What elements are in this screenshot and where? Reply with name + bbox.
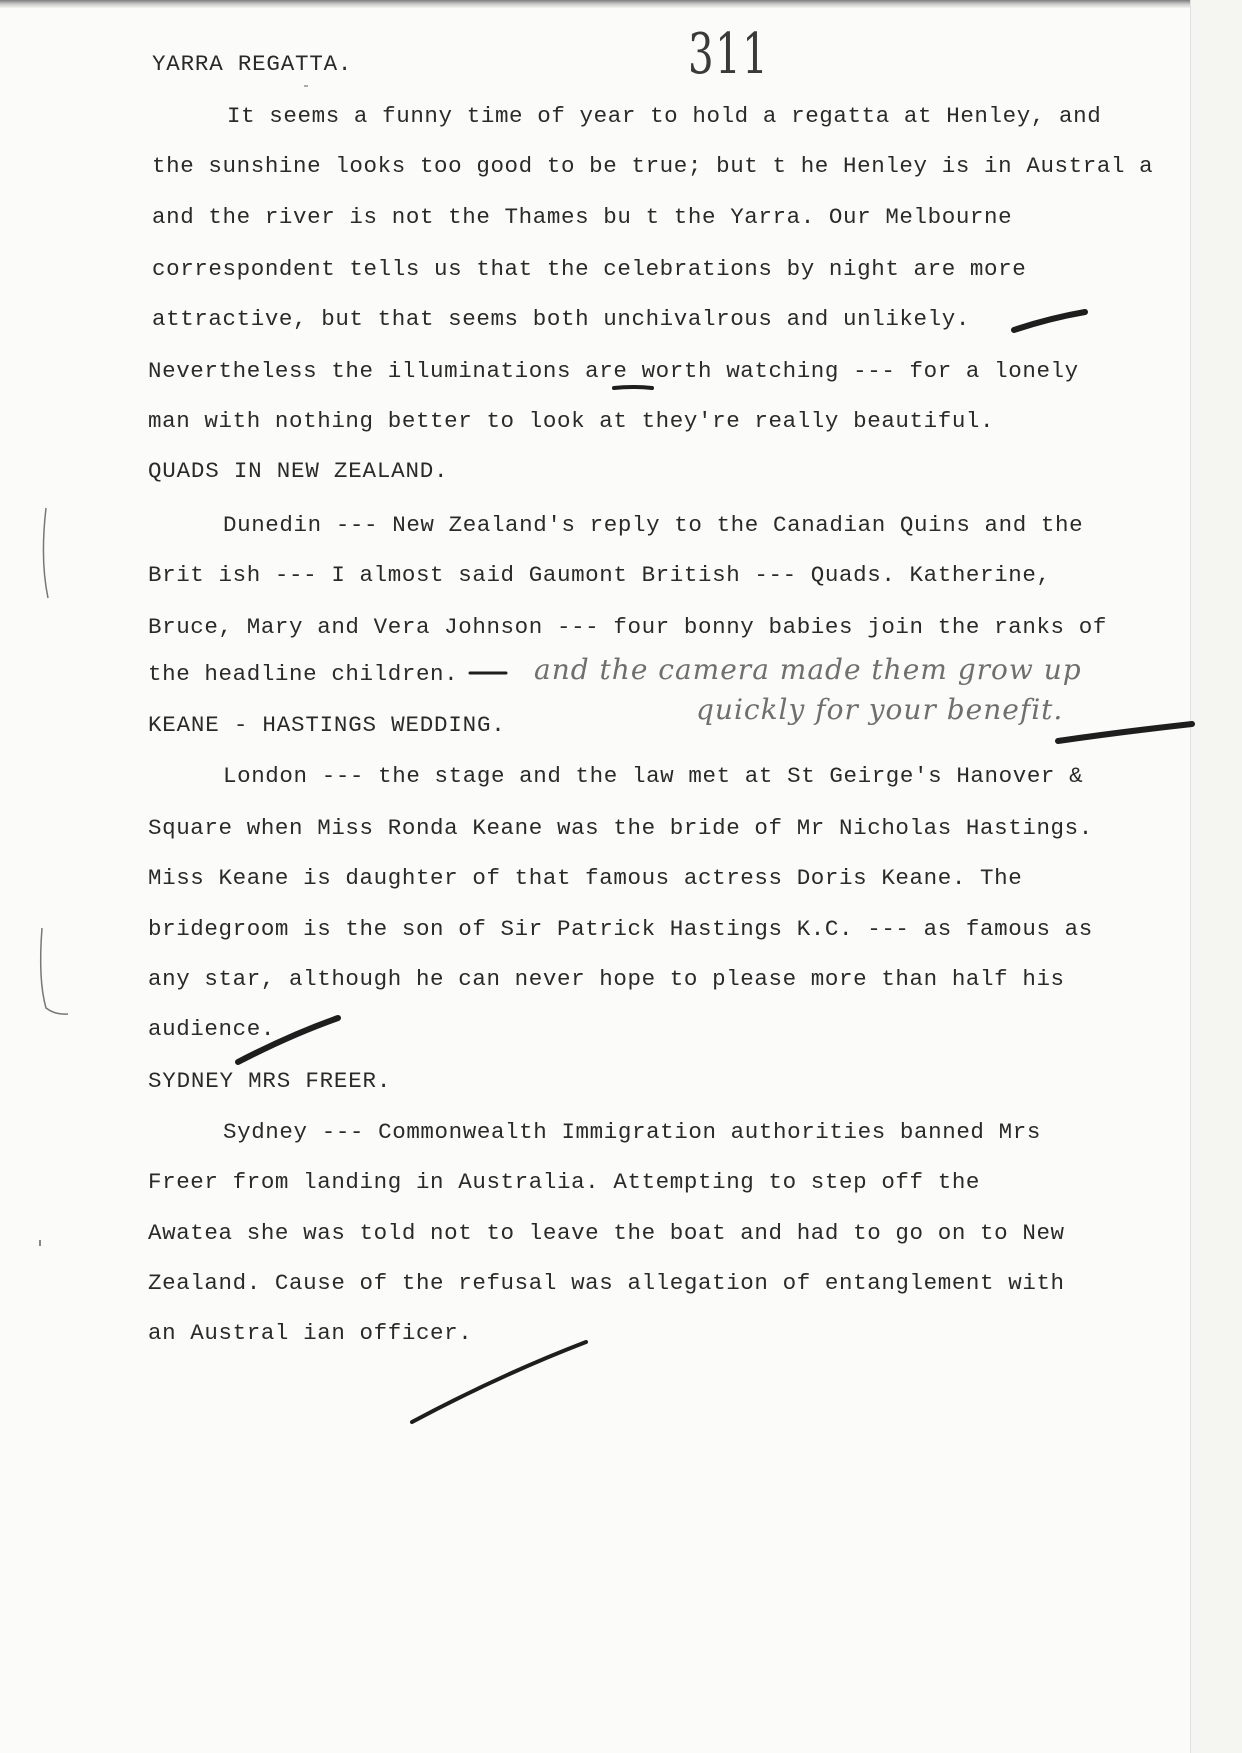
- story-line: the headline children.: [148, 661, 459, 687]
- page-top-edge: [0, 0, 1242, 8]
- story-line: Dunedin --- New Zealand's reply to the Canadian Quins and the: [223, 512, 1084, 538]
- story-heading: KEANE - HASTINGS WEDDING.: [148, 712, 506, 738]
- margin-bracket: [43, 508, 48, 598]
- story-line: Nevertheless the illuminations are worth watching --- for a lonely: [148, 358, 1079, 384]
- story-line: Bruce, Mary and Vera Johnson --- four bonny babies join the ranks of: [148, 614, 1107, 640]
- story-line: man with nothing better to look at they're really beautiful.: [148, 408, 995, 434]
- end-mark-stroke: [1058, 724, 1192, 741]
- page-number: 311: [688, 22, 770, 87]
- margin-bracket: [41, 928, 68, 1014]
- underline-mark: [614, 387, 652, 388]
- story-line: attractive, but that seems both unchivalrous and unlikely.: [152, 306, 970, 332]
- story-line: Square when Miss Ronda Keane was the bride of Mr Nicholas Hastings.: [148, 815, 1093, 841]
- end-mark-stroke: [412, 1342, 586, 1422]
- story-line: any star, although he can never hope to please more than half his: [148, 966, 1065, 992]
- story-heading: YARRA REGATTA.: [152, 51, 353, 77]
- story-line: bridegroom is the son of Sir Patrick Hastings K.C. --- as famous as: [148, 916, 1093, 942]
- story-line: an Austral ian officer.: [148, 1320, 473, 1346]
- story-line: London --- the stage and the law met at St Geirge's Hanover &: [223, 763, 1084, 789]
- story-line: audience.: [148, 1016, 275, 1042]
- story-line: Zealand. Cause of the refusal was allegation of entanglement with: [148, 1270, 1065, 1296]
- story-line: Miss Keane is daughter of that famous actress Doris Keane. The: [148, 865, 1023, 891]
- story-line: Brit ish --- I almost said Gaumont British --- Quads. Katherine,: [148, 562, 1051, 588]
- end-mark-stroke: [1014, 312, 1085, 330]
- story-heading: QUADS IN NEW ZEALAND.: [148, 458, 449, 484]
- page-right-margin: [1190, 0, 1242, 1753]
- story-line: Sydney --- Commonwealth Immigration authorities banned Mrs: [223, 1119, 1041, 1145]
- story-line: Freer from landing in Australia. Attempting to step off the: [148, 1169, 981, 1195]
- handwritten-note: quickly for your benefit.: [696, 693, 1064, 726]
- story-line: and the river is not the Thames bu t the Yarra. Our Melbourne: [152, 204, 1013, 230]
- handwritten-note: and the camera made them grow up: [534, 653, 1082, 686]
- story-heading: SYDNEY MRS FREER.: [148, 1068, 392, 1094]
- story-line: correspondent tells us that the celebrations by night are more: [152, 256, 1027, 282]
- story-line: It seems a funny time of year to hold a regatta at Henley, and: [227, 103, 1102, 129]
- story-line: Awatea she was told not to leave the boat and had to go on to New: [148, 1220, 1065, 1246]
- story-line: the sunshine looks too good to be true; but t he Henley is in Austral a: [152, 153, 1154, 179]
